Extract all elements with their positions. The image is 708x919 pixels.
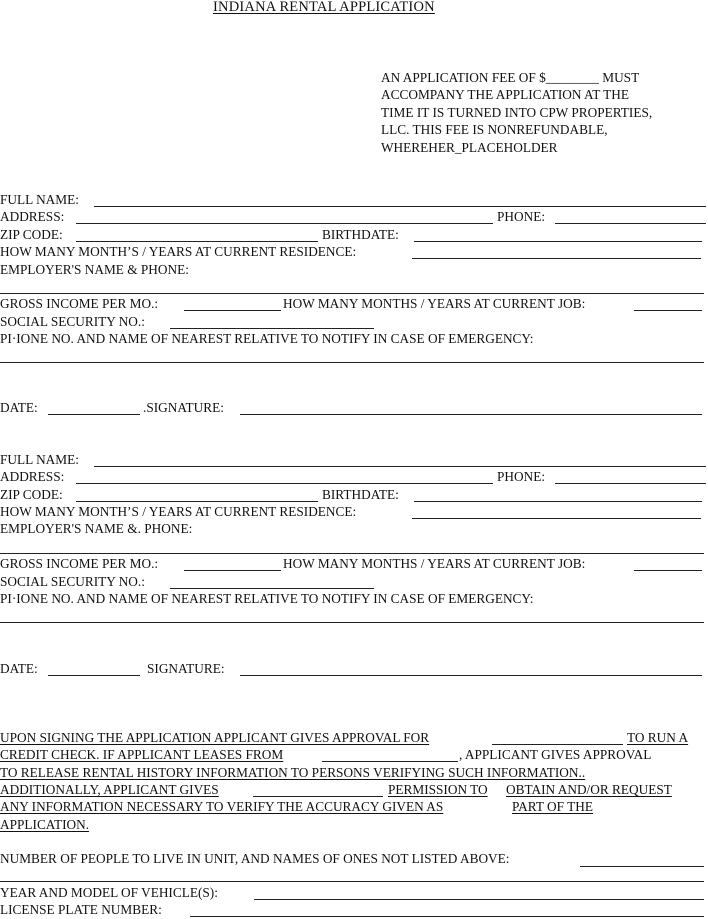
consent-line: ADDITIONALLY, APPLICANT GIVES [0, 782, 219, 797]
fee-notice-line: LLC. THIS FEE IS NONREFUNDABLE, [381, 122, 608, 137]
vehicle-label: YEAR AND MODEL OF VEHICLE(S): [0, 885, 218, 900]
vehicle-field[interactable] [254, 899, 704, 900]
zip-code-label: ZIP CODE: [0, 487, 63, 502]
employer-label: EMPLOYER'S NAME &. PHONE: [0, 521, 193, 536]
consent-line: OBTAIN AND/OR REQUEST [506, 782, 672, 797]
consent-line: PERMISSION TO [388, 782, 488, 797]
license-plate-field[interactable] [190, 916, 704, 917]
birthdate-label: BIRTHDATE: [322, 487, 399, 502]
emergency-contact-label: PI·IONE NO. AND NAME OF NEAREST RELATIVE TO NOTIFY IN CASE OF EMERGENCY: [0, 591, 534, 606]
phone-field[interactable] [555, 483, 706, 484]
gross-income-field[interactable] [184, 310, 281, 311]
residence-duration-label: HOW MANY MONTH’S / YEARS AT CURRENT RESIDENCE: [0, 504, 357, 519]
birthdate-label: BIRTHDATE: [322, 227, 399, 242]
employer-field[interactable] [0, 293, 704, 294]
gross-income-label: GROSS INCOME PER MO.: [0, 296, 159, 311]
consent-line: APPLICATION. [0, 817, 90, 832]
consent-line: CREDIT CHECK. IF APPLICANT LEASES FROM [0, 747, 284, 762]
date-label: DATE: [0, 400, 38, 415]
fee-notice-line: AN APPLICATION FEE OF $________ MUST [381, 70, 640, 85]
residence-duration-label: HOW MANY MONTH’S / YEARS AT CURRENT RESIDENCE: [0, 244, 357, 259]
zip-code-field[interactable] [76, 501, 318, 502]
signature-label: .SIGNATURE: [143, 400, 224, 415]
signature-label: SIGNATURE: [147, 661, 225, 676]
months-at-job-label: HOW MANY MONTHS / YEARS AT CURRENT JOB: [283, 296, 586, 311]
full-name-field[interactable] [94, 206, 706, 207]
consent-line: UPON SIGNING THE APPLICATION APPLICANT GIVES APPROVAL FOR [0, 730, 430, 745]
full-name-label: FULL NAME: [0, 192, 79, 207]
phone-label: PHONE: [497, 209, 546, 224]
signature-field[interactable] [240, 414, 702, 415]
zip-code-label: ZIP CODE: [0, 227, 63, 242]
consent-line: PART OF THE [512, 799, 593, 814]
address-field[interactable] [76, 483, 493, 484]
address-label: ADDRESS: [0, 469, 65, 484]
ssn-field[interactable] [170, 588, 374, 589]
date-label: DATE: [0, 661, 38, 676]
fee-notice-line: WHEREHER_PLACEHOLDER [381, 140, 558, 155]
occupants-label: NUMBER OF PEOPLE TO LIVE IN UNIT, AND NAMES OF ONES NOT LISTED ABOVE: [0, 851, 510, 866]
phone-field[interactable] [555, 223, 706, 224]
emergency-contact-field[interactable] [0, 622, 704, 623]
phone-label: PHONE: [497, 469, 546, 484]
months-at-job-field[interactable] [634, 310, 702, 311]
zip-code-field[interactable] [76, 241, 318, 242]
full-name-label: FULL NAME: [0, 452, 79, 467]
fee-notice-line: ACCOMPANY THE APPLICATION AT THE [381, 87, 630, 102]
address-field[interactable] [76, 223, 493, 224]
emergency-contact-label: PI·IONE NO. AND NAME OF NEAREST RELATIVE TO NOTIFY IN CASE OF EMERGENCY: [0, 331, 534, 346]
date-field[interactable] [48, 414, 140, 415]
date-field[interactable] [48, 675, 140, 676]
residence-duration-field[interactable] [412, 258, 701, 259]
consent-line: ANY INFORMATION NECESSARY TO VERIFY THE ACCURACY GIVEN AS [0, 799, 444, 814]
residence-duration-field[interactable] [412, 518, 701, 519]
ssn-label: SOCIAL SECURITY NO.: [0, 574, 145, 589]
employer-field[interactable] [0, 553, 704, 554]
consent-line: TO RELEASE RENTAL HISTORY INFORMATION TO PERSONS VERIFYING SUCH INFORMATION.. [0, 765, 586, 780]
birthdate-field[interactable] [414, 241, 702, 242]
approval-party-field[interactable] [492, 744, 623, 745]
months-at-job-field[interactable] [634, 570, 702, 571]
birthdate-field[interactable] [414, 501, 702, 502]
lessor-field[interactable] [322, 761, 458, 762]
consent-line: TO RUN A [627, 730, 689, 745]
gross-income-label: GROSS INCOME PER MO.: [0, 556, 159, 571]
signature-field[interactable] [240, 675, 702, 676]
occupants-field[interactable] [580, 866, 704, 867]
consent-line: , APPLICANT GIVES APPROVAL [459, 747, 652, 762]
page-title: INDIANA RENTAL APPLICATION [213, 0, 435, 15]
full-name-field[interactable] [94, 466, 706, 467]
fee-notice-line: TIME IT IS TURNED INTO CPW PROPERTIES, [381, 105, 653, 120]
ssn-field[interactable] [170, 328, 374, 329]
occupants-field-continued[interactable] [0, 881, 704, 882]
ssn-label: SOCIAL SECURITY NO.: [0, 314, 145, 329]
months-at-job-label: HOW MANY MONTHS / YEARS AT CURRENT JOB: [283, 556, 586, 571]
employer-label: EMPLOYER'S NAME & PHONE: [0, 262, 189, 277]
emergency-contact-field[interactable] [0, 362, 704, 363]
license-plate-label: LICENSE PLATE NUMBER: [0, 902, 162, 917]
permission-party-field[interactable] [253, 796, 383, 797]
address-label: ADDRESS: [0, 209, 65, 224]
gross-income-field[interactable] [184, 570, 281, 571]
